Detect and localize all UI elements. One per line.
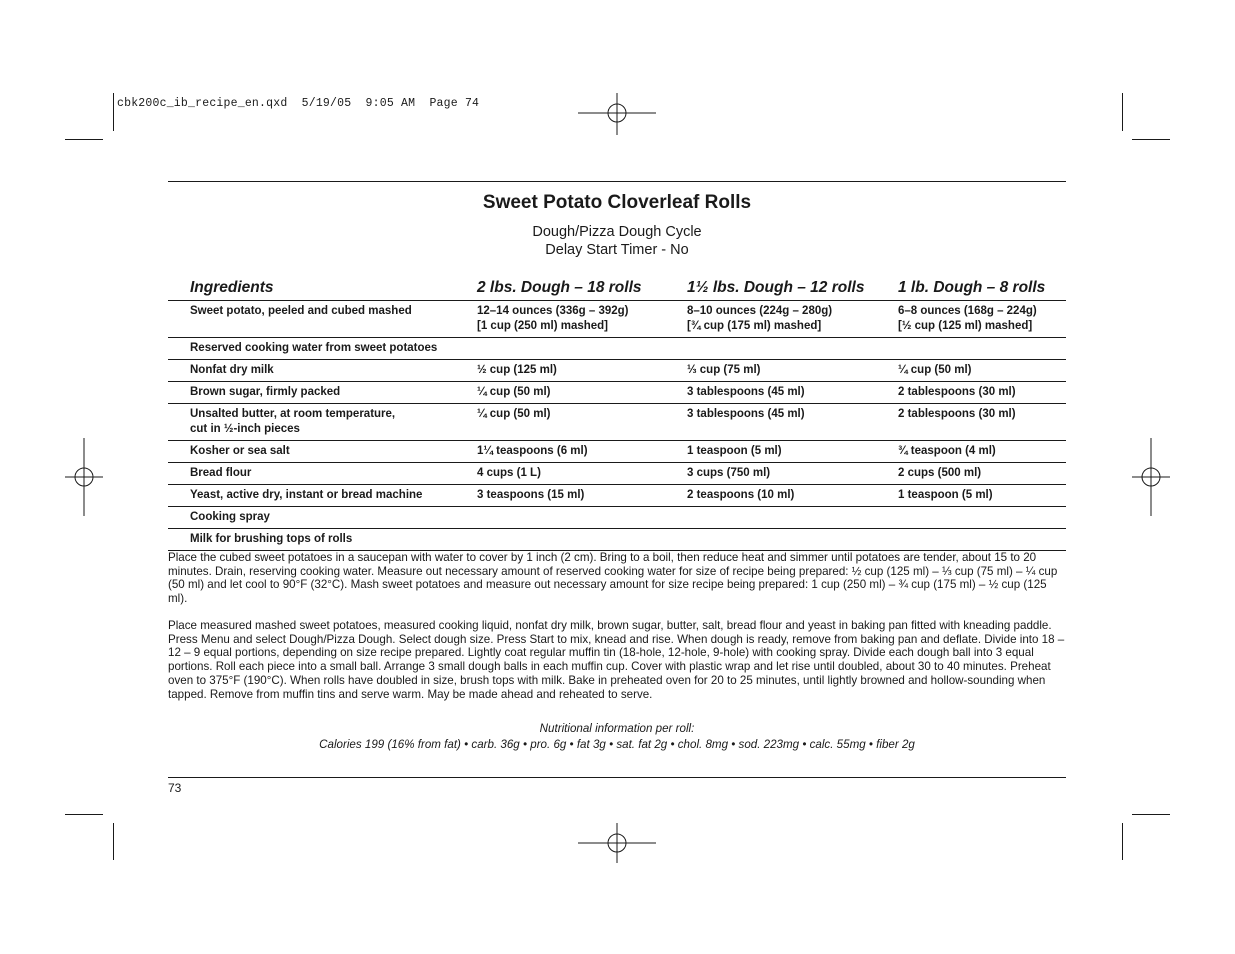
table-row <box>168 507 1066 529</box>
ingredient-name-line: Milk for brushing tops of rolls <box>190 533 353 545</box>
ingredient-name <box>168 529 477 551</box>
amount-2lb <box>477 441 687 463</box>
amount-2lb-line: 1¼ teaspoons (6 ml) <box>477 445 588 457</box>
amount-1lb-line: 6–8 ounces (168g – 224g) <box>898 305 1037 317</box>
ingredient-name <box>168 301 477 338</box>
amount-1-5lb <box>687 301 898 338</box>
amount-1lb <box>898 529 1066 551</box>
amount-2lb-line: ½ cup (125 ml) <box>477 364 557 376</box>
table-row <box>168 485 1066 507</box>
amount-1lb <box>898 382 1066 404</box>
amount-1-5lb-line: 2 teaspoons (10 ml) <box>687 489 795 501</box>
table-row <box>168 529 1066 551</box>
ingredient-name <box>168 404 477 441</box>
amount-1-5lb <box>687 507 898 529</box>
recipe-title: Sweet Potato Cloverleaf Rolls <box>482 192 752 213</box>
nutrition-heading: Nutritional information per roll: <box>539 722 695 735</box>
amount-1lb <box>898 360 1066 382</box>
ingredient-name-line: Unsalted butter, at room temperature, <box>190 408 396 420</box>
ingredient-name-line: Sweet potato, peeled and cubed mashed <box>190 305 412 317</box>
amount-2lb <box>477 529 687 551</box>
amount-1-5lb <box>687 463 898 485</box>
crop-mark <box>113 823 114 860</box>
table-row <box>168 360 1066 382</box>
ingredient-name-line: Nonfat dry milk <box>190 364 274 376</box>
amount-2lb-line: 3 teaspoons (15 ml) <box>477 489 585 501</box>
crop-mark <box>113 93 114 131</box>
column-header-2lb: 2 lbs. Dough – 18 rolls <box>477 275 687 301</box>
amount-2lb <box>477 485 687 507</box>
column-header-ingredients: Ingredients <box>168 275 477 301</box>
amount-2lb <box>477 404 687 441</box>
ingredients-table-body <box>168 301 1066 551</box>
amount-1lb-line: 2 cups (500 ml) <box>898 467 982 479</box>
file-slug: cbk200c_ib_recipe_en.qxd 5/19/05 9:05 AM Page 74 <box>117 97 480 110</box>
registration-mark-top <box>578 93 656 135</box>
amount-2lb-line: ¼ cup (50 ml) <box>477 408 551 420</box>
ingredient-name <box>168 360 477 382</box>
crop-mark <box>65 814 103 815</box>
ingredient-name <box>168 463 477 485</box>
amount-2lb-line: [1 cup (250 ml) mashed] <box>477 320 609 332</box>
amount-1lb <box>898 338 1066 360</box>
amount-1lb-line: 1 teaspoon (5 ml) <box>898 489 993 501</box>
table-row <box>168 338 1066 360</box>
column-header-1-5lb: 1½ lbs. Dough – 12 rolls <box>687 275 898 301</box>
amount-1lb <box>898 463 1066 485</box>
amount-1lb <box>898 485 1066 507</box>
table-row <box>168 404 1066 441</box>
amount-1-5lb-line: 3 tablespoons (45 ml) <box>687 386 805 398</box>
amount-1lb-line: 2 tablespoons (30 ml) <box>898 386 1016 398</box>
ingredient-name <box>168 338 477 360</box>
timer-subtitle: Delay Start Timer - No <box>545 242 689 258</box>
table-row <box>168 463 1066 485</box>
crop-mark <box>1122 93 1123 131</box>
amount-1-5lb <box>687 529 898 551</box>
amount-2lb-line: 4 cups (1 L) <box>477 467 541 479</box>
amount-1-5lb-line: [¾ cup (175 ml) mashed] <box>687 320 822 332</box>
ingredient-name-line: Reserved cooking water from sweet potatoes <box>190 342 438 354</box>
amount-1-5lb-line: ⅓ cup (75 ml) <box>687 364 761 376</box>
amount-1lb <box>898 441 1066 463</box>
amount-1lb <box>898 301 1066 338</box>
column-header-1lb: 1 lb. Dough – 8 rolls <box>898 275 1066 301</box>
amount-1lb-line: ¼ cup (50 ml) <box>898 364 972 376</box>
crop-mark <box>65 139 103 140</box>
ingredient-name-line: cut in ½-inch pieces <box>190 423 300 435</box>
table-row <box>168 441 1066 463</box>
ingredients-table <box>168 275 1066 551</box>
crop-mark <box>1132 139 1170 140</box>
amount-2lb <box>477 507 687 529</box>
amount-1-5lb <box>687 441 898 463</box>
ingredient-name-line: Brown sugar, firmly packed <box>190 386 341 398</box>
ingredient-name-line: Bread flour <box>190 467 252 479</box>
amount-1lb-line: [½ cup (125 ml) mashed] <box>898 320 1033 332</box>
amount-2lb <box>477 382 687 404</box>
top-rule <box>168 181 1066 182</box>
registration-mark-left <box>65 438 103 516</box>
amount-1lb-line: 2 tablespoons (30 ml) <box>898 408 1016 420</box>
bottom-rule <box>168 777 1066 778</box>
amount-1-5lb <box>687 338 898 360</box>
amount-2lb <box>477 463 687 485</box>
amount-2lb <box>477 360 687 382</box>
registration-mark-right <box>1132 438 1170 516</box>
amount-1-5lb <box>687 404 898 441</box>
ingredient-name <box>168 507 477 529</box>
table-header-row <box>168 275 1066 301</box>
ingredient-name <box>168 382 477 404</box>
amount-2lb <box>477 338 687 360</box>
amount-1lb <box>898 404 1066 441</box>
ingredient-name-line: Cooking spray <box>190 511 270 523</box>
amount-2lb <box>477 301 687 338</box>
table-row <box>168 382 1066 404</box>
amount-1lb-line: ¾ teaspoon (4 ml) <box>898 445 996 457</box>
amount-1-5lb <box>687 360 898 382</box>
amount-1-5lb <box>687 382 898 404</box>
cycle-subtitle: Dough/Pizza Dough Cycle <box>532 224 702 240</box>
amount-2lb-line: 12–14 ounces (336g – 392g) <box>477 305 629 317</box>
method-paragraph-1: Place the cubed sweet potatoes in a saucepan with water to cover by 1 inch (2 cm). Bring to a boil, then reduce heat and simmer until potatoes are tender, about 15 to 20 minutes. Drain, reserving cooking water. Measure out necessary amount of reserved cooking water for size of recipe being prepared: ½ cup (125 ml) – ⅓ cup (75 ml) – ¼ cup (50 ml) and let cool to 90°F (32°C). Mash sweet potatoes and measure out necessary amount for size recipe being prepared: 1 cup (250 ml) – ¾ cup (175 ml) – ½ cup (125 ml). <box>168 551 1058 606</box>
table-row <box>168 301 1066 338</box>
ingredient-name <box>168 485 477 507</box>
ingredient-name <box>168 441 477 463</box>
amount-1lb <box>898 507 1066 529</box>
nutrition-facts: Calories 199 (16% from fat) • carb. 36g • pro. 6g • fat 3g • sat. fat 2g • chol. 8mg • sod. 223mg • calc. 55mg • fiber 2g <box>319 738 915 751</box>
crop-mark <box>1132 814 1170 815</box>
ingredient-name-line: Yeast, active dry, instant or bread machine <box>190 489 423 501</box>
amount-1-5lb-line: 1 teaspoon (5 ml) <box>687 445 782 457</box>
amount-1-5lb-line: 3 tablespoons (45 ml) <box>687 408 805 420</box>
page-number: 73 <box>168 781 182 795</box>
method-paragraph-2: Place measured mashed sweet potatoes, measured cooking liquid, nonfat dry milk, brown sugar, butter, salt, bread flour and yeast in baking pan fitted with kneading paddle. Press Menu and select Dough/Pizza Dough. Select dough size. Press Start to mix, knead and rise. When dough is ready, remove from baking pan and deflate. Divide into 18 – 12 – 9 equal portions, depending on size recipe prepared. Lightly coat regular muffin tin (18-hole, 12-hole, 9-hole) with cooking spray. Divide each dough ball into 3 equal portions. Roll each piece into a small ball. Arrange 3 small dough balls in each muffin cup. Cover with plastic wrap and let rise until doubled, about 30 to 40 minutes. Preheat oven to 375°F (190°C). When rolls have doubled in size, brush tops with milk. Bake in preheated oven for 20 to 25 minutes, until lightly browned and hollow-sounding when tapped. Remove from muffin tins and serve warm. May be made ahead and reheated to serve. <box>168 619 1065 701</box>
amount-1-5lb <box>687 485 898 507</box>
registration-mark-bottom <box>578 823 656 863</box>
crop-mark <box>1122 823 1123 860</box>
amount-1-5lb-line: 8–10 ounces (224g – 280g) <box>687 305 833 317</box>
amount-1-5lb-line: 3 cups (750 ml) <box>687 467 771 479</box>
ingredient-name-line: Kosher or sea salt <box>190 445 290 457</box>
amount-2lb-line: ¼ cup (50 ml) <box>477 386 551 398</box>
